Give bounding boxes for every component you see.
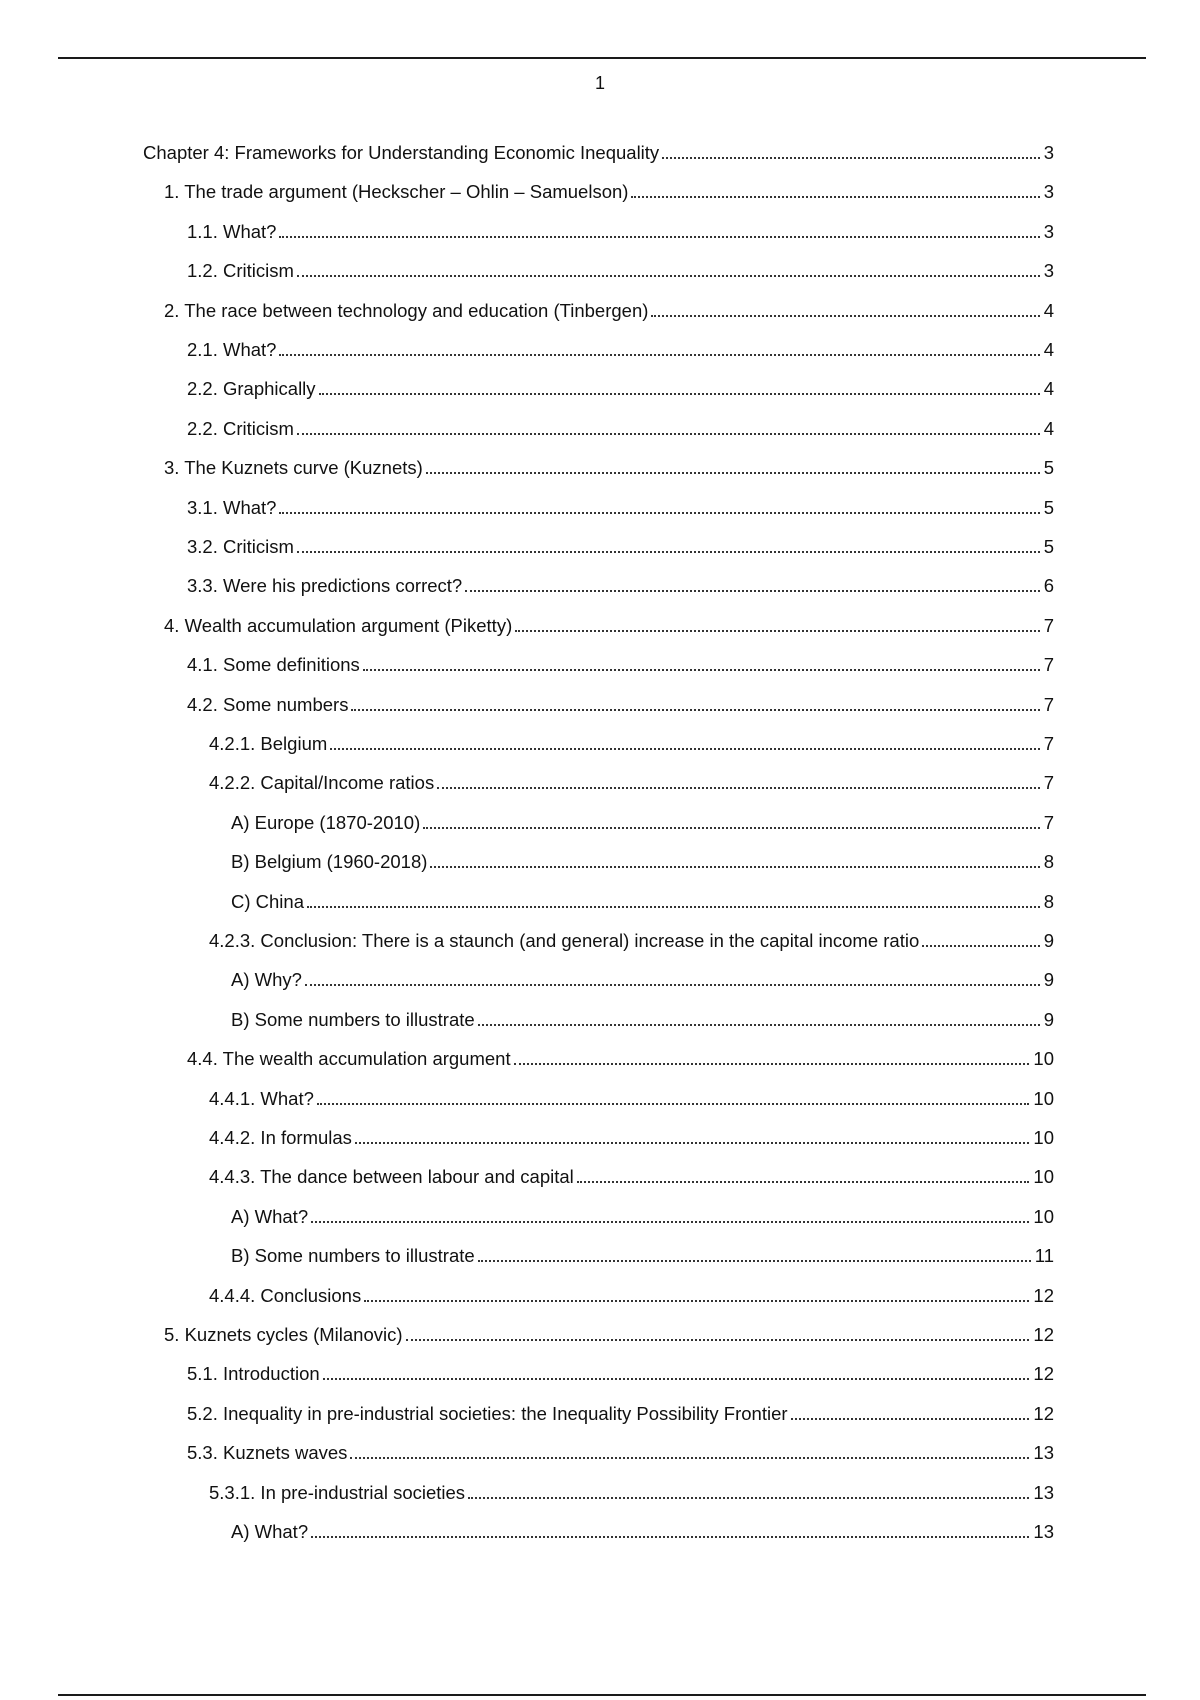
toc-entry[interactable] xyxy=(187,338,1054,362)
toc-entry[interactable] xyxy=(187,1441,1054,1465)
toc-entry-page: 10 xyxy=(1033,1127,1054,1148)
dot-leader xyxy=(363,668,1040,671)
toc-entry-page: 9 xyxy=(1043,930,1054,951)
toc-entry[interactable] xyxy=(209,1481,1054,1505)
toc-entry-label: A) What? xyxy=(231,1521,309,1542)
toc-entry-label: 5. Kuznets cycles (Milanovic) xyxy=(164,1324,403,1345)
dot-leader xyxy=(305,983,1040,986)
toc-entry-label: 3.3. Were his predictions correct? xyxy=(187,575,463,597)
toc-entry-label: 4.2.3. Conclusion: There is a staunch (and general) increase in the capital income ratio xyxy=(209,930,920,951)
toc-entry-page: 3 xyxy=(1043,260,1054,282)
toc-entry-label: B) Some numbers to illustrate xyxy=(231,1008,475,1030)
toc-entry-label: 5.1. Introduction xyxy=(187,1363,320,1385)
dot-leader xyxy=(364,1299,1029,1302)
toc-entry-label: 4.4.1. What? xyxy=(209,1087,314,1109)
toc-entry-page: 8 xyxy=(1043,851,1054,873)
dot-leader xyxy=(631,195,1039,198)
toc-entry[interactable] xyxy=(143,141,1054,165)
toc-entry-label: 4.2.1. Belgium xyxy=(209,733,328,754)
toc-entry-label: B) Belgium (1960-2018) xyxy=(231,851,428,873)
dot-leader xyxy=(478,1023,1040,1026)
toc-entry-label: B) Some numbers to illustrate xyxy=(231,1245,475,1267)
toc-entry-label: 5.3. Kuznets waves xyxy=(187,1442,348,1464)
toc-entry[interactable] xyxy=(164,180,1054,204)
toc-entry[interactable] xyxy=(231,968,1054,992)
dot-leader xyxy=(478,1259,1031,1262)
toc-entry-page: 12 xyxy=(1033,1284,1054,1306)
toc-entry-label: A) Why? xyxy=(231,969,302,991)
dot-leader xyxy=(297,274,1040,277)
toc-entry-page: 4 xyxy=(1043,378,1054,400)
dot-leader xyxy=(468,1496,1029,1499)
dot-leader xyxy=(426,471,1040,474)
dot-leader xyxy=(662,156,1040,159)
toc-entry-label: 5.3.1. In pre-industrial societies xyxy=(209,1481,466,1503)
toc-entry[interactable] xyxy=(209,1126,1054,1150)
toc-entry-page: 6 xyxy=(1043,575,1054,597)
toc-entry-page: 10 xyxy=(1033,1166,1054,1188)
toc-entry-page: 10 xyxy=(1033,1087,1054,1109)
toc-entry-page: 9 xyxy=(1043,1008,1054,1030)
dot-leader xyxy=(297,550,1040,553)
toc-entry-label: A) Europe (1870-2010) xyxy=(231,811,421,833)
dot-leader xyxy=(577,1180,1030,1183)
toc-entry-page: 12 xyxy=(1033,1324,1054,1345)
toc-entry[interactable] xyxy=(164,614,1054,638)
dot-leader xyxy=(319,392,1040,395)
toc-entry-page: 7 xyxy=(1043,772,1054,794)
header-rule xyxy=(58,57,1146,59)
toc-entry[interactable] xyxy=(231,811,1054,835)
toc-entry-page: 13 xyxy=(1033,1481,1054,1503)
toc-entry-label: 4. Wealth accumulation argument (Piketty) xyxy=(164,614,513,636)
dot-leader xyxy=(423,826,1039,829)
toc-entry-label: 2. The race between technology and education (Tinbergen) xyxy=(164,299,649,321)
dot-leader xyxy=(465,589,1039,592)
dot-leader xyxy=(279,511,1039,514)
toc-entry[interactable] xyxy=(231,1244,1054,1268)
toc-entry[interactable] xyxy=(187,1047,1054,1071)
footer-rule xyxy=(58,1694,1146,1696)
toc-entry[interactable] xyxy=(209,1165,1054,1189)
dot-leader xyxy=(279,235,1039,238)
toc-entry-label: C) China xyxy=(231,890,304,912)
toc-entry-label: 4.4. The wealth accumulation argument xyxy=(187,1048,511,1070)
toc-entry[interactable] xyxy=(187,653,1054,677)
toc-entry[interactable] xyxy=(231,890,1054,914)
toc-entry-label: 4.1. Some definitions xyxy=(187,654,360,676)
toc-entry-label: 4.4.2. In formulas xyxy=(209,1127,352,1148)
toc-entry-label: Chapter 4: Frameworks for Understanding Economic Inequality xyxy=(143,142,660,163)
toc-entry-label: A) What? xyxy=(231,1205,309,1227)
toc-entry[interactable] xyxy=(164,299,1054,323)
toc-entry-page: 4 xyxy=(1043,339,1054,360)
toc-entry[interactable] xyxy=(187,220,1054,244)
toc-entry-page: 13 xyxy=(1033,1442,1054,1464)
toc-entry[interactable] xyxy=(209,732,1054,756)
toc-entry-page: 10 xyxy=(1033,1205,1054,1227)
dot-leader xyxy=(514,1062,1030,1065)
toc-entry-page: 3 xyxy=(1043,181,1054,203)
toc-entry-page: 7 xyxy=(1043,614,1054,636)
toc-entry-page: 7 xyxy=(1043,693,1054,715)
toc-entry-page: 5 xyxy=(1043,457,1054,479)
toc-entry-page: 11 xyxy=(1034,1245,1054,1267)
toc-entry-page: 10 xyxy=(1033,1048,1054,1070)
toc-entry[interactable] xyxy=(187,535,1054,559)
toc-entry[interactable] xyxy=(231,1008,1054,1032)
toc-entry-label: 4.4.3. The dance between labour and capital xyxy=(209,1166,574,1188)
toc-entry-label: 2.1. What? xyxy=(187,339,277,360)
page-number: 1 xyxy=(594,73,605,93)
dot-leader xyxy=(297,432,1040,435)
toc-entry-page: 4 xyxy=(1043,299,1054,321)
toc-entry-page: 8 xyxy=(1043,890,1054,912)
toc-entry[interactable] xyxy=(231,1520,1054,1544)
toc-entry-page: 7 xyxy=(1043,654,1054,676)
toc-entry[interactable] xyxy=(164,1323,1054,1347)
toc-entry-label: 3. The Kuznets curve (Kuznets) xyxy=(164,457,423,479)
dot-leader xyxy=(350,1456,1029,1459)
toc-entry-page: 3 xyxy=(1043,220,1054,242)
toc-entry-page: 9 xyxy=(1043,969,1054,991)
dot-leader xyxy=(651,314,1039,317)
toc-entry-label: 4.2.2. Capital/Income ratios xyxy=(209,772,435,794)
toc-entry[interactable] xyxy=(187,574,1054,598)
toc-entry-page: 12 xyxy=(1033,1402,1054,1424)
toc-entry-page: 7 xyxy=(1043,811,1054,833)
toc-entry-label: 2.2. Graphically xyxy=(187,378,316,400)
toc-entry[interactable] xyxy=(231,1205,1054,1229)
dot-leader xyxy=(311,1220,1029,1223)
dot-leader xyxy=(323,1377,1030,1380)
toc-entry-label: 4.2. Some numbers xyxy=(187,693,349,715)
dot-leader xyxy=(330,747,1039,750)
toc-entry[interactable] xyxy=(209,929,1054,953)
dot-leader xyxy=(437,786,1040,789)
toc-entry-page: 4 xyxy=(1043,417,1054,439)
dot-leader xyxy=(307,905,1040,908)
toc-entry[interactable] xyxy=(209,1284,1054,1308)
toc-entry-label: 1.2. Criticism xyxy=(187,260,294,282)
toc-entry[interactable] xyxy=(187,1362,1054,1386)
dot-leader xyxy=(351,708,1039,711)
toc-entry-page: 13 xyxy=(1033,1521,1054,1542)
toc-entry[interactable] xyxy=(209,771,1054,795)
toc-entry[interactable] xyxy=(187,693,1054,717)
toc-entry[interactable] xyxy=(187,496,1054,520)
dot-leader xyxy=(791,1417,1030,1420)
toc-entry-page: 3 xyxy=(1043,142,1054,163)
dot-leader xyxy=(317,1102,1030,1105)
toc-entry-label: 2.2. Criticism xyxy=(187,417,294,439)
toc-entry-page: 7 xyxy=(1043,733,1054,754)
dot-leader xyxy=(311,1535,1029,1538)
dot-leader xyxy=(922,944,1039,947)
toc-entry-label: 1.1. What? xyxy=(187,220,277,242)
toc-entry-page: 5 xyxy=(1043,496,1054,518)
toc-entry-label: 5.2. Inequality in pre-industrial societies: the Inequality Possibility Frontier xyxy=(187,1402,788,1424)
toc-entry-page: 12 xyxy=(1033,1363,1054,1385)
dot-leader xyxy=(355,1141,1029,1144)
toc-entry[interactable] xyxy=(187,377,1054,401)
dot-leader xyxy=(430,865,1039,868)
dot-leader xyxy=(515,629,1039,632)
toc-entry-label: 4.4.4. Conclusions xyxy=(209,1284,362,1306)
toc-entry-label: 3.1. What? xyxy=(187,496,277,518)
toc-entry-page: 5 xyxy=(1043,536,1054,557)
toc-entry[interactable] xyxy=(209,1087,1054,1111)
toc-entry[interactable] xyxy=(164,456,1054,480)
toc-entry-label: 1. The trade argument (Heckscher – Ohlin – Samuelson) xyxy=(164,181,629,203)
toc-entry[interactable] xyxy=(187,417,1054,441)
toc-entry[interactable] xyxy=(187,259,1054,283)
dot-leader xyxy=(406,1338,1030,1341)
toc-entry[interactable] xyxy=(187,1402,1054,1426)
dot-leader xyxy=(279,353,1039,356)
toc-entry-label: 3.2. Criticism xyxy=(187,536,294,557)
toc-entry[interactable] xyxy=(231,850,1054,874)
